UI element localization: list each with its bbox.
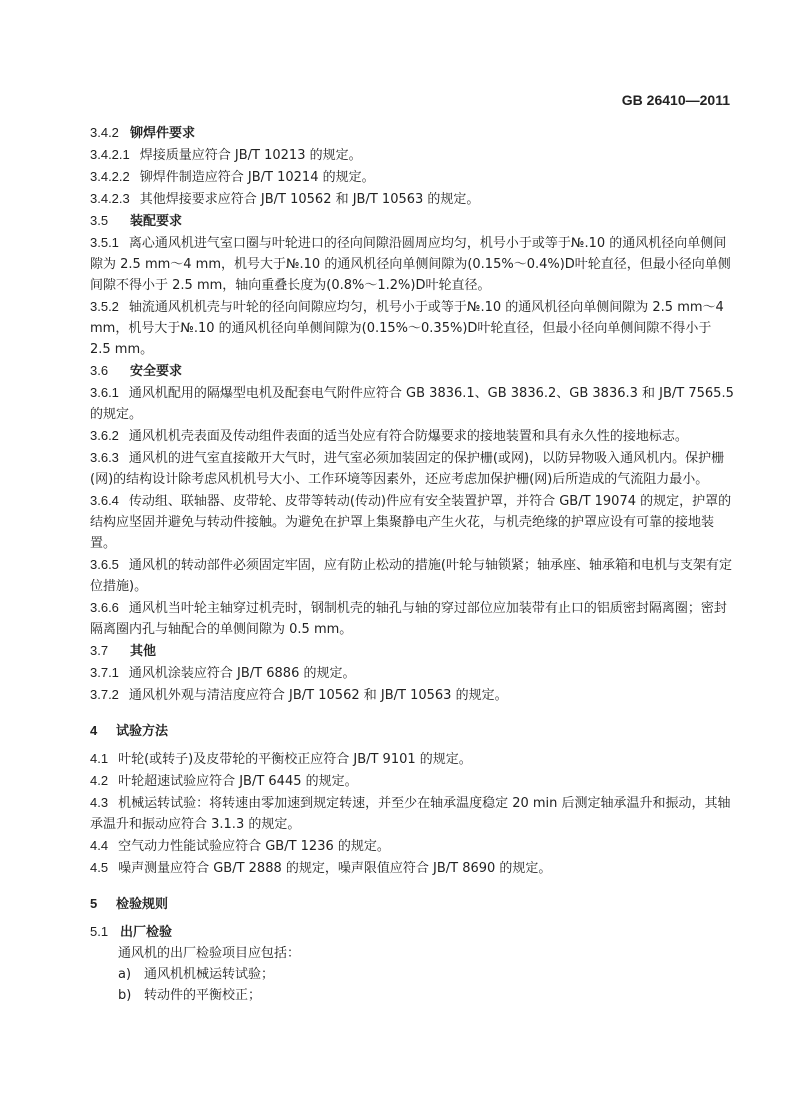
clause: 3.4.2.2 铆焊件制造应符合 JB/T 10214 的规定。 <box>90 169 375 185</box>
clause: 3.5.2 轴流通风机机壳与叶轮的径向间隙应均匀，机号小于或等于№.10 的通风机径向单侧间隙为 2.5 mm～4 mm，机号大于№.10 的通风机径向单侧间隙为(0.15%～0.35%)D叶轮直径，但最小径向单侧间隙不得小于 2.5 mm。 <box>90 299 724 357</box>
document-body <box>90 122 735 1006</box>
chapter-heading: 4 试验方法 <box>90 723 169 739</box>
clause: 3.6.5 通风机的转动部件必须固定牢固，应有防止松动的措施(叶轮与轴锁紧；轴承座、轴承箱和电机与支架有定位措施)。 <box>90 557 732 594</box>
standard-number: GB 26410—2011 <box>621 92 730 108</box>
clause: 4.4 空气动力性能试验应符合 GB/T 1236 的规定。 <box>90 838 390 854</box>
clause: 3.7.2 通风机外观与清洁度应符合 JB/T 10562 和 JB/T 10563 的规定。 <box>90 687 508 703</box>
chapter-heading: 5 检验规则 <box>90 896 169 912</box>
clause: 3.6.3 通风机的进气室直接敞开大气时，进气室必须加装固定的保护栅(或网)，以防异物吸入通风机内。保护栅(网)的结构设计除考虑风机机号大小、工作环境等因素外，还应考虑加保护栅(网)后所造成的气流阻力最小。 <box>90 450 725 487</box>
clause: 4.1 叶轮(或转子)及皮带轮的平衡校正应符合 JB/T 9101 的规定。 <box>90 751 472 767</box>
section-heading: 3.5 装配要求 <box>90 213 183 229</box>
paragraph: 通风机的出厂检验项目应包括： <box>118 946 301 961</box>
clause: 3.6.1 通风机配用的隔爆型电机及配套电气附件应符合 GB 3836.1、GB 3836.2、GB 3836.3 和 JB/T 7565.5 的规定。 <box>90 385 734 422</box>
section-heading: 3.6 安全要求 <box>90 363 183 379</box>
section-heading: 3.7 其他 <box>90 643 157 659</box>
clause: 3.4.2.3 其他焊接要求应符合 JB/T 10562 和 JB/T 10563 的规定。 <box>90 191 480 207</box>
list-item: a) 通风机机械运转试验； <box>118 967 275 982</box>
clause: 3.6.6 通风机当叶轮主轴穿过机壳时，钢制机壳的轴孔与轴的穿过部位应加装带有止口的铝质密封隔离圈；密封隔离圈内孔与轴配合的单侧间隙为 0.5 mm。 <box>90 600 727 637</box>
clause: 3.5.1 离心通风机进气室口圈与叶轮进口的径向间隙沿圆周应均匀，机号小于或等于№.10 的通风机径向单侧间隙为 2.5 mm～4 mm，机号大于№.10 的通风机径向单侧间隙为(0.15%～0.4%)D叶轮直径，但最小径向单侧间隙不得小于 2.5 mm，轴向重叠长度为(0.8%～1.2%)D叶轮直径。 <box>90 235 731 293</box>
subsection-heading: 5.1 出厂检验 <box>90 924 173 940</box>
clause: 3.6.4 传动组、联轴器、皮带轮、皮带等转动(传动)件应有安全装置护罩，并符合 GB/T 19074 的规定，护罩的结构应坚固并避免与转动件接触。为避免在护罩上集聚静电产生火花，与机壳绝缘的护罩应设有可靠的接地装置。 <box>90 493 732 551</box>
clause: 4.5 噪声测量应符合 GB/T 2888 的规定，噪声限值应符合 JB/T 8690 的规定。 <box>90 860 552 876</box>
clause: 4.2 叶轮超速试验应符合 JB/T 6445 的规定。 <box>90 773 358 789</box>
clause: 3.7.1 通风机涂装应符合 JB/T 6886 的规定。 <box>90 665 356 681</box>
section-heading: 3.4.2 铆焊件要求 <box>90 125 196 141</box>
clause: 3.4.2.1 焊接质量应符合 JB/T 10213 的规定。 <box>90 147 362 163</box>
clause: 3.6.2 通风机机壳表面及传动组件表面的适当处应有符合防爆要求的接地装置和具有永久性的接地标志。 <box>90 428 688 444</box>
clause: 4.3 机械运转试验：将转速由零加速到规定转速，并至少在轴承温度稳定 20 min 后测定轴承温升和振动，其轴承温升和振动应符合 3.1.3 的规定。 <box>90 795 731 832</box>
list-item: b) 转动件的平衡校正； <box>118 988 262 1003</box>
